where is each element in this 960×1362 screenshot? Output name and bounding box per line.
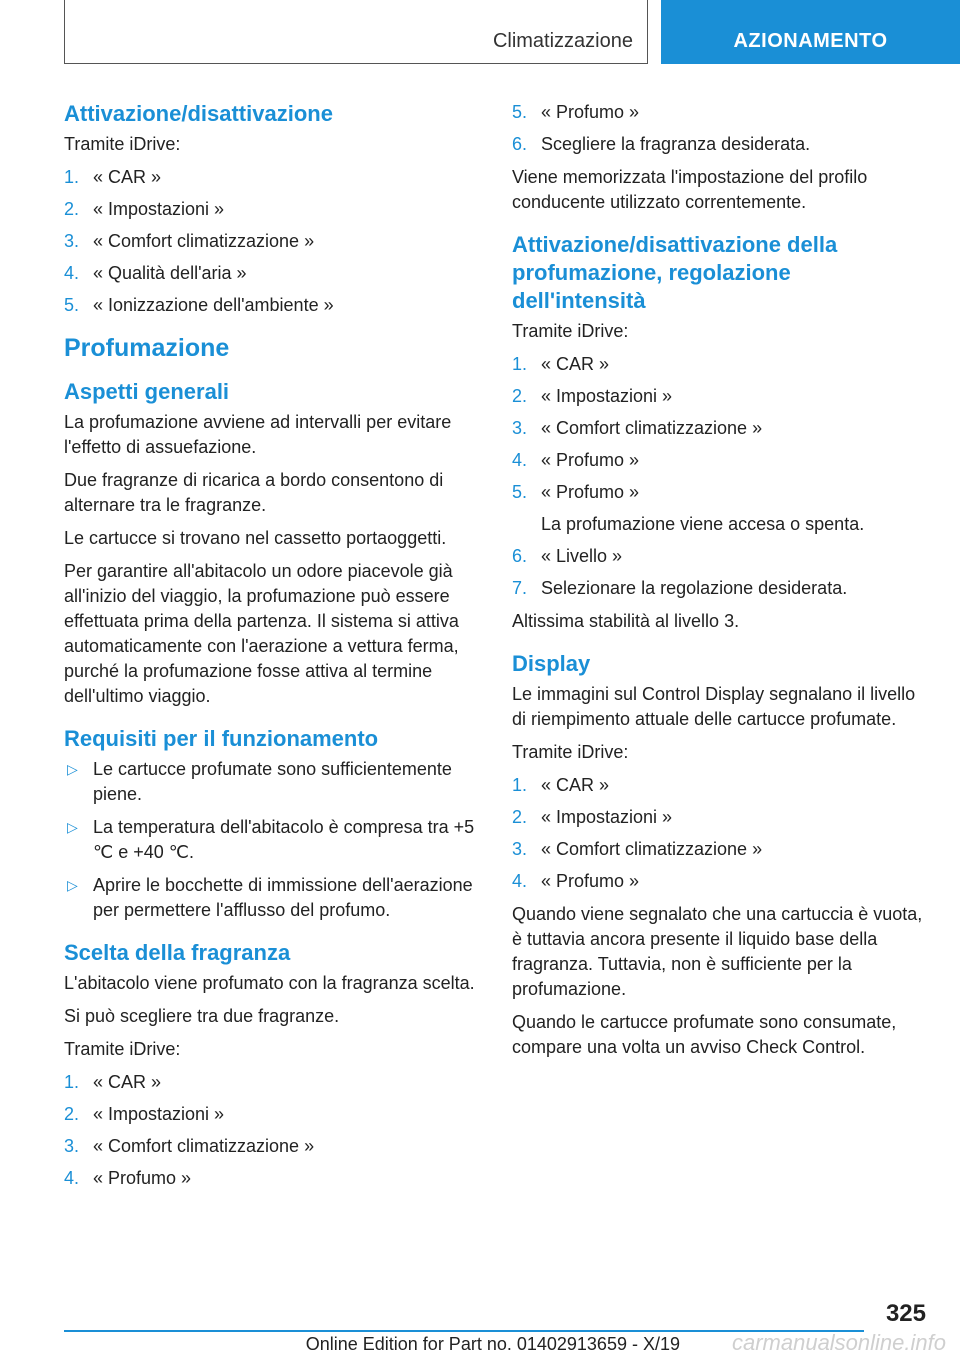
triangle-bullet-icon: ▷ <box>67 877 78 893</box>
paragraph-aspetti-1: La profumazione avviene ad intervalli per evitare l'effetto di assuefazione. <box>64 412 452 457</box>
list-item <box>512 352 928 377</box>
list-item <box>512 544 928 569</box>
right-column <box>512 100 928 1068</box>
heading-aspetti-generali: Aspetti generali <box>64 379 230 404</box>
list-item <box>512 448 928 473</box>
step-number: 2. <box>64 199 80 219</box>
requirement-text: Le cartucce profumate sono sufficientemente piene. <box>93 759 452 804</box>
paragraph-scelta-1: L'abitacolo viene profumato con la fragranza scelta. <box>64 973 475 993</box>
step-text: « Profumo » <box>541 102 640 122</box>
steps-list-2-continued <box>512 100 928 157</box>
step-number: 6. <box>512 134 528 154</box>
paragraph-tramite-4: Tramite iDrive: <box>512 742 629 762</box>
list-item <box>64 815 480 865</box>
step-number: 5. <box>512 482 528 502</box>
header-section-box <box>661 0 960 64</box>
list-item <box>64 165 480 190</box>
step-text: Selezionare la regolazione desiderata. <box>541 578 848 598</box>
list-item <box>64 293 480 318</box>
step-number: 3. <box>64 231 80 251</box>
step-text: « Qualità dell'aria » <box>93 263 247 283</box>
step-number: 2. <box>64 1104 80 1124</box>
step-number: 2. <box>512 386 528 406</box>
step-number: 5. <box>512 102 528 122</box>
paragraph-scelta-2: Si può scegliere tra due fragranze. <box>64 1006 340 1026</box>
requirement-text: La temperatura dell'abitacolo è compresa tra +5 ℃ e +40 ℃. <box>93 817 475 862</box>
footer-text: Online Edition for Part no. 01402913659 - X/19 <box>305 1334 680 1354</box>
step-text: « CAR » <box>541 354 610 374</box>
paragraph-tramite-2: Tramite iDrive: <box>64 1039 181 1059</box>
list-item <box>512 576 928 601</box>
paragraph-tramite-1: Tramite iDrive: <box>64 134 181 154</box>
list-item <box>64 197 480 222</box>
paragraph-altissima: Altissima stabilità al livello 3. <box>512 611 740 631</box>
heading-profumazione: Profumazione <box>64 334 230 362</box>
paragraph-memorizzata: Viene memorizzata l'impostazione del profilo conducente utilizzato correntemente. <box>512 167 868 212</box>
step-text: « CAR » <box>93 1072 162 1092</box>
watermark: carmanualsonline.info <box>731 1330 946 1355</box>
step-note: La profumazione viene accesa o spenta. <box>541 514 865 534</box>
list-item <box>64 1070 480 1095</box>
steps-list-1 <box>64 165 480 318</box>
step-text: « Profumo » <box>541 871 640 891</box>
step-number: 5. <box>64 295 80 315</box>
step-text: « CAR » <box>541 775 610 795</box>
heading-display: Display <box>512 651 591 676</box>
step-text: « Impostazioni » <box>541 386 673 406</box>
step-number: 1. <box>64 167 80 187</box>
paragraph-aspetti-4: Per garantire all'abitacolo un odore piacevole già all'inizio del viaggio, la profumazione può essere effettuata prima della partenza. Il sistema si attiva automaticamente con l'aerazione a vettura ferma, purché la profumazione fosse attiva al termine dell'ultimo viaggio. <box>64 561 459 706</box>
step-number: 4. <box>64 263 80 283</box>
left-column <box>64 100 480 1199</box>
list-item <box>64 873 480 923</box>
list-item <box>512 132 928 157</box>
list-item <box>512 416 928 441</box>
step-text: « Comfort climatizzazione » <box>541 418 763 438</box>
step-number: 1. <box>512 354 528 374</box>
list-item <box>64 1166 480 1191</box>
step-number: 6. <box>512 546 528 566</box>
step-number: 1. <box>512 775 528 795</box>
heading-attivazione: Attivazione/disattivazione <box>64 101 333 126</box>
step-number: 3. <box>512 839 528 859</box>
step-text: « Profumo » <box>541 482 640 502</box>
step-number: 2. <box>512 807 528 827</box>
page-number: 325 <box>885 1300 926 1327</box>
list-item <box>512 869 928 894</box>
paragraph-display-2: Quando viene segnalato che una cartuccia è vuota, è tuttavia ancora presente il liquido base della fragranza. Tuttavia, non è sufficiente per la profumazione. <box>512 904 923 999</box>
list-item <box>512 100 928 125</box>
requirements-list <box>64 757 480 923</box>
list-item <box>64 757 480 807</box>
list-item <box>64 229 480 254</box>
list-item <box>512 480 928 537</box>
step-text: « Livello » <box>541 546 623 566</box>
step-text: « Ionizzazione dell'ambiente » <box>93 295 334 315</box>
list-item <box>512 805 928 830</box>
step-number: 4. <box>64 1168 80 1188</box>
list-item <box>64 1134 480 1159</box>
paragraph-tramite-3: Tramite iDrive: <box>512 321 629 341</box>
step-text: « Comfort climatizzazione » <box>541 839 763 859</box>
list-item <box>64 261 480 286</box>
header-chapter-box <box>64 0 648 64</box>
step-text: « Profumo » <box>93 1168 192 1188</box>
step-number: 1. <box>64 1072 80 1092</box>
step-text: « Comfort climatizzazione » <box>93 1136 315 1156</box>
paragraph-display-3: Quando le cartucce profumate sono consumate, compare una volta un avviso Check Control. <box>512 1012 897 1057</box>
paragraph-aspetti-3: Le cartucce si trovano nel cassetto portaoggetti. <box>64 528 447 548</box>
triangle-bullet-icon: ▷ <box>67 761 78 777</box>
steps-list-3 <box>512 352 928 601</box>
step-text: « Impostazioni » <box>541 807 673 827</box>
paragraph-display-1: Le immagini sul Control Display segnalano il livello di riempimento attuale delle cartucce profumate. <box>512 684 916 729</box>
step-text: « Comfort climatizzazione » <box>93 231 315 251</box>
list-item <box>64 1102 480 1127</box>
step-number: 4. <box>512 450 528 470</box>
step-text: « Profumo » <box>541 450 640 470</box>
list-item <box>512 837 928 862</box>
heading-requisiti: Requisiti per il funzionamento <box>64 726 379 751</box>
step-text: « Impostazioni » <box>93 1104 225 1124</box>
step-text: « Impostazioni » <box>93 199 225 219</box>
heading-scelta-fragranza: Scelta della fragranza <box>64 940 291 965</box>
list-item <box>512 384 928 409</box>
paragraph-aspetti-2: Due fragranze di ricarica a bordo consentono di alternare tra le fragranze. <box>64 470 444 515</box>
steps-list-2 <box>64 1070 480 1191</box>
triangle-bullet-icon: ▷ <box>67 819 78 835</box>
step-number: 7. <box>512 578 528 598</box>
step-text: « CAR » <box>93 167 162 187</box>
step-number: 3. <box>64 1136 80 1156</box>
header-chapter: Climatizzazione <box>492 30 633 52</box>
list-item <box>512 773 928 798</box>
steps-list-4 <box>512 773 928 894</box>
requirement-text: Aprire le bocchette di immissione dell'aerazione per permettere l'afflusso del profumo. <box>93 875 473 920</box>
step-number: 3. <box>512 418 528 438</box>
step-text: Scegliere la fragranza desiderata. <box>541 134 811 154</box>
heading-attivazione-profumazione: Attivazione/disattivazione della profumazione, regolazione dell'intensità <box>512 232 838 313</box>
step-number: 4. <box>512 871 528 891</box>
header-section: AZIONAMENTO <box>733 30 888 52</box>
